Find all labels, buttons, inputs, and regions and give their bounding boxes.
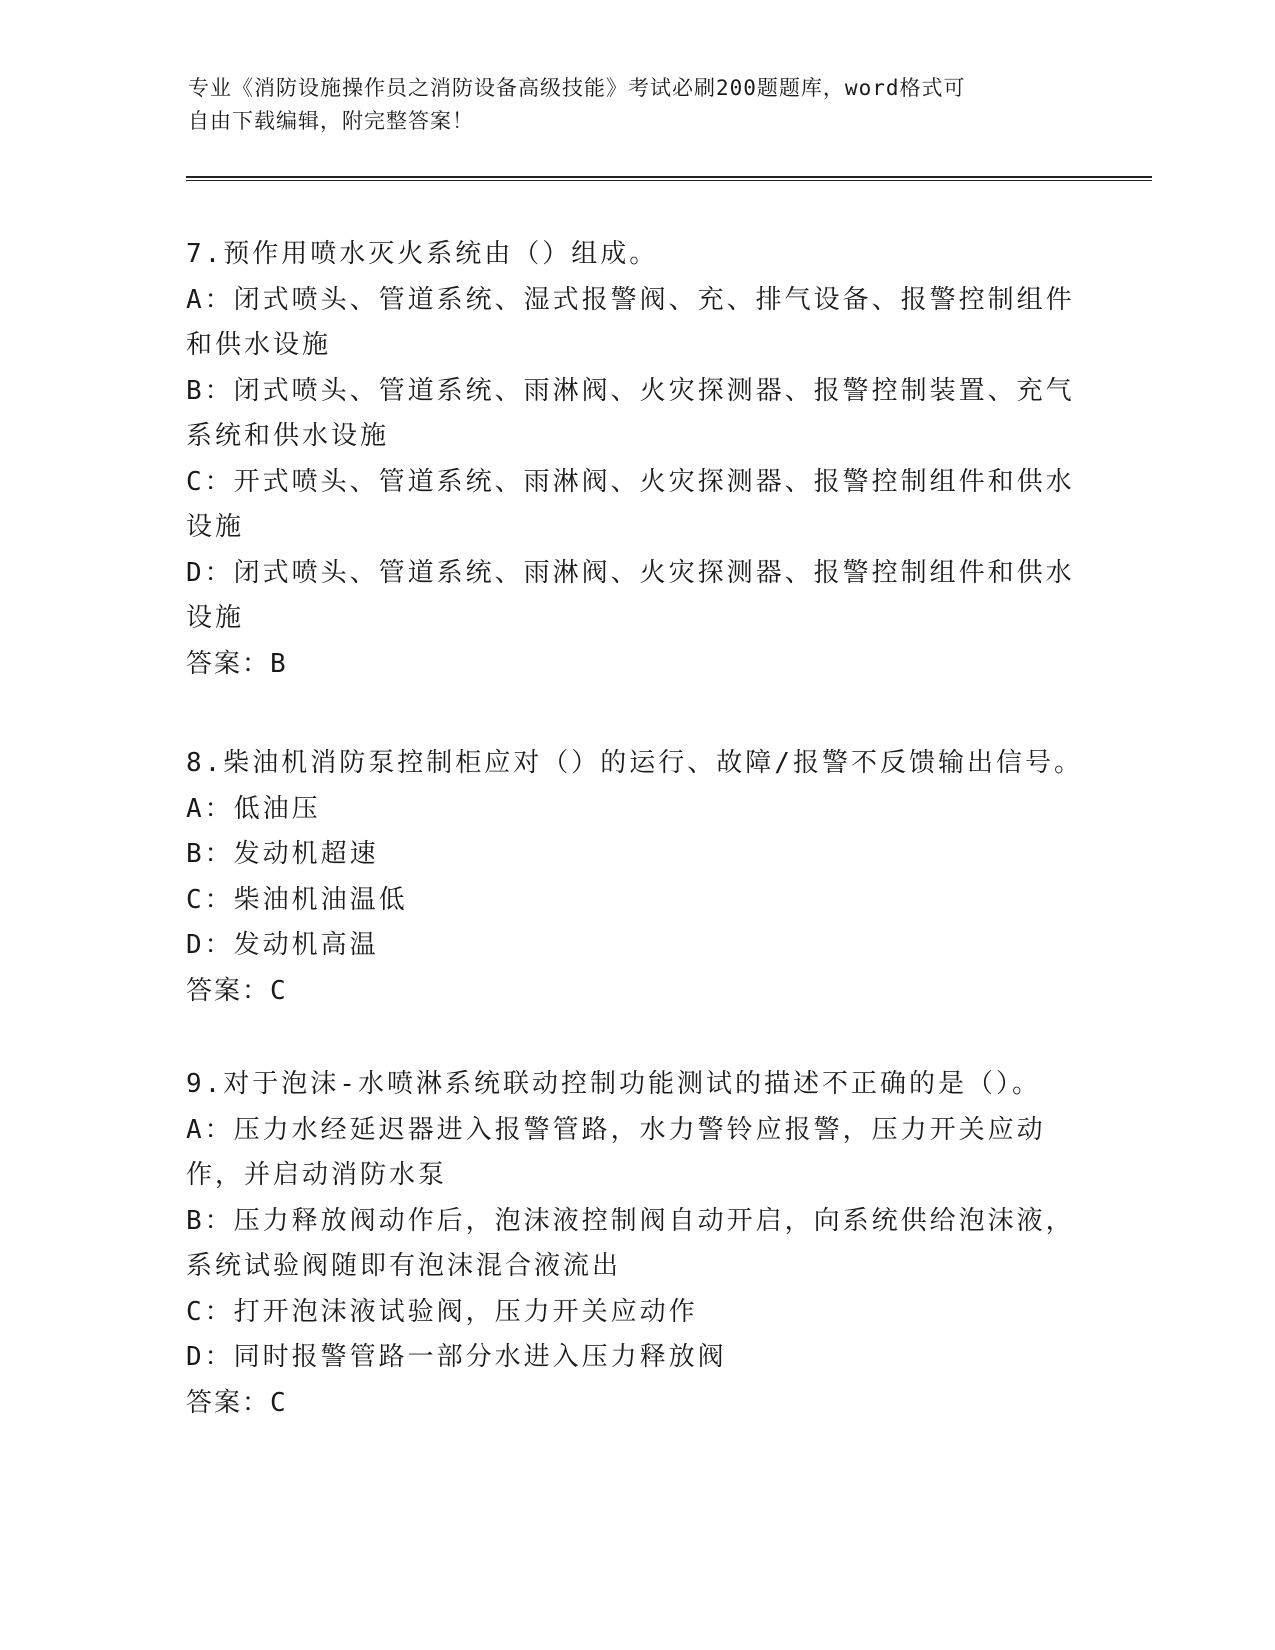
option-d: D：闭式喷头、管道系统、雨淋阀、火灾探测器、报警控制组件和供水设施 xyxy=(186,557,1075,633)
question-stem: 8.柴油机消防泵控制柜应对（）的运行、故障/报警不反馈输出信号。 xyxy=(186,748,1083,778)
question-7 xyxy=(186,232,1086,687)
answer: 答案：C xyxy=(186,1387,288,1418)
option-c: C：柴油机油温低 xyxy=(186,884,408,915)
question-8 xyxy=(186,741,1086,1014)
header-line-1: 专业《消防设施操作员之消防设备高级技能》考试必刷200题题库，word格式可 xyxy=(188,76,966,100)
option-c: C：开式喷头、管道系统、雨淋阀、火灾探测器、报警控制组件和供水设施 xyxy=(186,466,1075,542)
option-a: A：闭式喷头、管道系统、湿式报警阀、充、排气设备、报警控制组件和供水设施 xyxy=(186,284,1075,360)
document-header xyxy=(188,72,1068,138)
option-d: D：同时报警管路一部分水进入压力释放阀 xyxy=(186,1342,727,1372)
answer: 答案：C xyxy=(186,975,288,1006)
option-b: B：发动机超速 xyxy=(186,839,379,869)
option-c: C：打开泡沫液试验阀，压力开关应动作 xyxy=(186,1296,698,1327)
question-stem: 9.对于泡沫-水喷淋系统联动控制功能测试的描述不正确的是（）。 xyxy=(186,1069,1041,1099)
question-list xyxy=(186,232,1086,1480)
option-a: A：低油压 xyxy=(186,793,321,824)
header-line-2: 自由下载编辑，附完整答案！ xyxy=(188,109,474,133)
option-d: D：发动机高温 xyxy=(186,930,379,960)
question-9 xyxy=(186,1062,1086,1426)
option-b: B：压力释放阀动作后，泡沫液控制阀自动开启，向系统供给泡沫液，系统试验阀随即有泡沫混合液流出 xyxy=(186,1205,1075,1281)
header-divider xyxy=(186,176,1152,181)
question-stem: 7.预作用喷水灭火系统由（）组成。 xyxy=(186,239,659,269)
option-b: B：闭式喷头、管道系统、雨淋阀、火灾探测器、报警控制装置、充气系统和供水设施 xyxy=(186,375,1075,451)
option-a: A：压力水经延迟器进入报警管路，水力警铃应报警，压力开关应动作，并启动消防水泵 xyxy=(186,1114,1046,1190)
answer: 答案：B xyxy=(186,648,288,679)
